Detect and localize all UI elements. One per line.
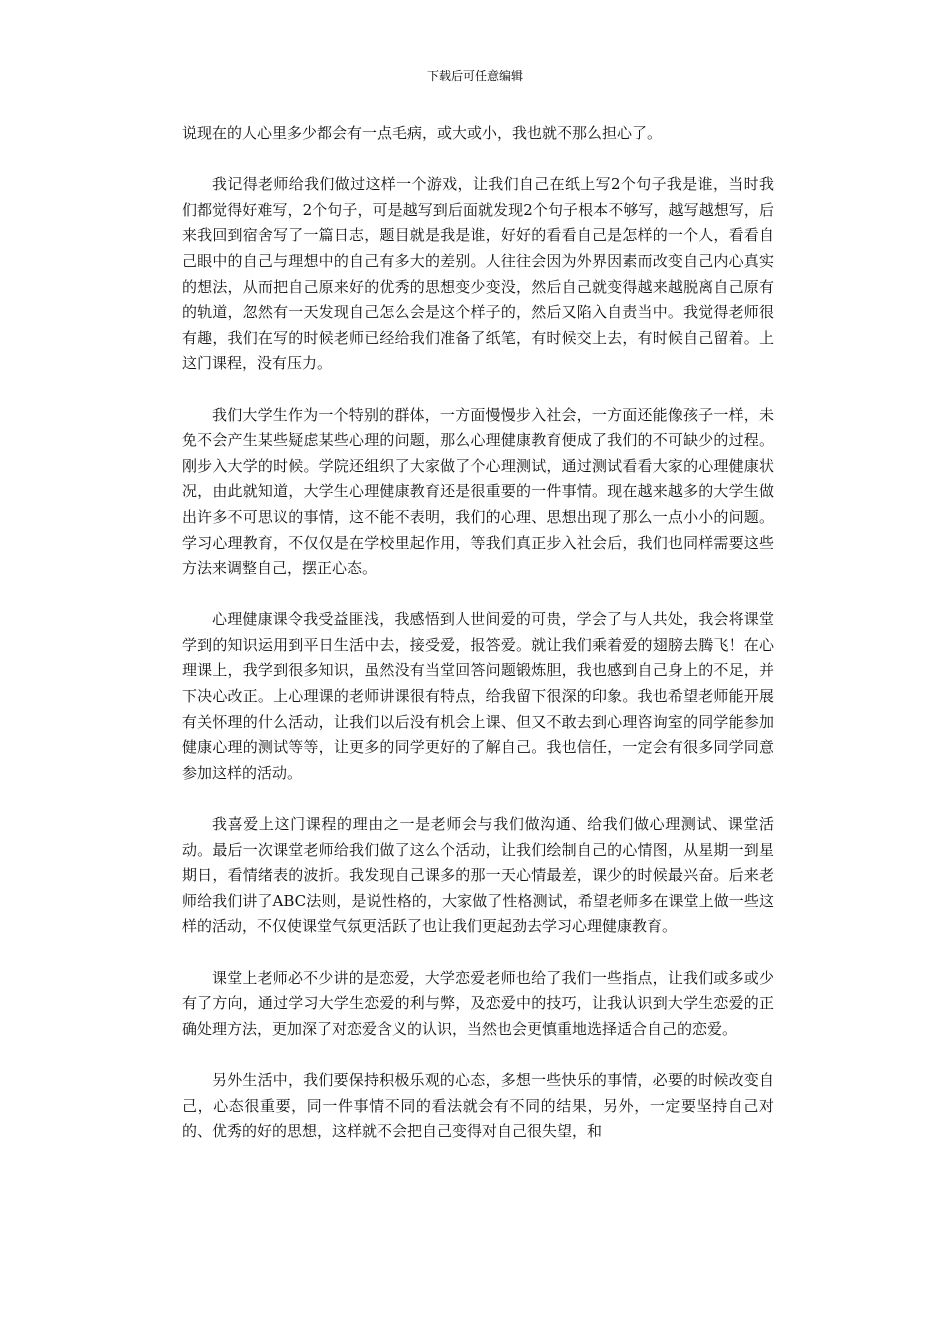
paragraph: 我记得老师给我们做过这样一个游戏，让我们自己在纸上写2个句子我是谁，当时我们都觉得好难写，2个句子，可是越写到后面就发现2个句子根本不够写，越写越想写，后来我回到宿舍写了一篇日志，题目就是我是谁，好好的看看自己是怎样的一个人，看看自己眼中的自己与理想中的自己有多大的差别。人往往会因为外界因素而改变自己内心真实的想法，从而把自己原来好的优秀的思想变少变没，然后自己就变得越来越脱离自己原有的轨道，忽然有一天发现自己怎么会是这个样子的，然后又陷入自责当中。我觉得老师很有趣，我们在写的时候老师已经给我们准备了纸笔，有时候交上去，有时候自己留着。上这门课程，没有压力。 [182,175,774,373]
paragraph: 课堂上老师必不少讲的是恋爱，大学恋爱老师也给了我们一些指点，让我们或多或少有了方向，通过学习大学生恋爱的利与弊，及恋爱中的技巧，让我认识到大学生恋爱的正确处理方法，更加深了对恋爱含义的认识，当然也会更慎重地选择适合自己的恋爱。 [182,968,774,1038]
paragraph: 心理健康课令我受益匪浅，我感悟到人世间爱的可贵，学会了与人共处，我会将课堂学到的知识运用到平日生活中去，接受爱，报答爱。就让我们乘着爱的翅膀去腾飞！在心理课上，我学到很多知识，虽然没有当堂回答问题锻炼胆，我也感到自己身上的不足，并下决心改正。上心理课的老师讲课很有特点，给我留下很深的印象。我也希望老师能开展有关怀理的什么活动，让我们以后没有机会上课、但又不敢去到心理咨询室的同学能参加健康心理的测试等等，让更多的同学更好的了解自己。我也信任，一定会有很多同学同意参加这样的活动。 [182,610,774,782]
document-body [182,121,774,1170]
paragraph: 说现在的人心里多少都会有一点毛病，或大或小，我也就不那么担心了。 [182,124,663,142]
page-header-note: 下载后可任意编辑 [426,69,523,83]
paragraph: 另外生活中，我们要保持积极乐观的心态，多想一些快乐的事情，必要的时候改变自己，心态很重要，同一件事情不同的看法就会有不同的结果，另外，一定要坚持自己对的、优秀的好的思想，这样就不会把自己变得对自己很失望，和 [182,1070,774,1141]
paragraph: 我喜爱上这门课程的理由之一是老师会与我们做沟通、给我们做心理测试、课堂活动。最后一次课堂老师给我们做了这么个活动，让我们绘制自己的心情图，从星期一到星期日，看情绪表的波折。我发现自己课多的那一天心情最差，课少的时候最兴奋。后来老师给我们讲了ABC法则，是说性格的，大家做了性格测试，希望老师多在课堂上做一些这样的活动，不仅使课堂气氛更活跃了也让我们更起劲去学习心理健康教育。 [182,815,774,936]
paragraph: 我们大学生作为一个特别的群体，一方面慢慢步入社会，一方面还能像孩子一样，未免不会产生某些疑虑某些心理的问题，那么心理健康教育便成了我们的不可缺少的过程。刚步入大学的时候。学院还组织了大家做了个心理测试，通过测试看看大家的心理健康状况，由此就知道，大学生心理健康教育还是很重要的一件事情。现在越来越多的大学生做出许多不可思议的事情，这不能不表明，我们的心理、思想出现了那么一点小小的问题。学习心理教育，不仅仅是在学校里起作用，等我们真正步入社会后，我们也同样需要这些方法来调整自己，摆正心态。 [182,405,774,578]
